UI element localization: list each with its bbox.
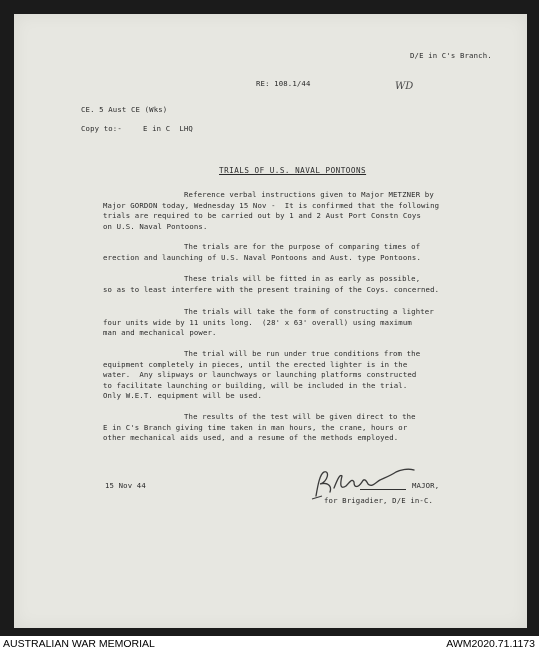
paragraph-line: E in C's Branch giving time taken in man hours, the crane, hours or [103, 422, 408, 432]
copy-recipients: E in C LHQ [143, 124, 193, 133]
paragraph-line: The results of the test will be given direct to the [184, 412, 416, 421]
paragraph-line: four units wide by 11 units long. (28' x 63' overall) using maximum [103, 317, 412, 327]
paragraph-line: The trial will be run under true conditions from the [184, 349, 421, 358]
archive-name: AUSTRALIAN WAR MEMORIAL [3, 638, 155, 650]
paragraph-line: on U.S. Naval Pontoons. [103, 221, 208, 231]
paragraph-line: Only W.E.T. equipment will be used. [103, 391, 263, 400]
signatory-rank: MAJOR, [412, 481, 440, 490]
paragraph-line: Reference verbal instructions given to Major METZNER by [184, 190, 434, 199]
handwritten-note: WD [395, 81, 414, 92]
paragraph-line: The trials will take the form of constructing a lighter [184, 307, 434, 316]
paragraph-line: The trials are for the purpose of comparing times of [184, 242, 421, 251]
paragraph-line: other mechanical aids used, and a resume of the methods employed. [103, 433, 399, 442]
document-title: TRIALS OF U.S. NAVAL PONTOONS [219, 166, 367, 175]
addressee: CE. 5 Aust CE (Wks) [81, 105, 168, 114]
paragraph-line: so as to least interfere with the present training of the Coys. concerned. [103, 284, 440, 294]
archive-footer [0, 636, 539, 653]
paragraph-line: equipment completely in pieces, until the erected lighter is in the [103, 359, 408, 369]
paragraph-line: man and mechanical power. [103, 328, 217, 337]
paragraph-line: Major GORDON today, Wednesday 15 Nov - It is confirmed that the following [103, 200, 440, 210]
signature-block: for Brigadier, D/E in-C. [324, 496, 434, 505]
paragraph-line: water. Any slipways or launchways or launching platforms constructed [103, 370, 417, 379]
paragraph-line: trials are required to be carried out by 1 and 2 Aust Port Constn Coys [103, 211, 422, 220]
paragraph-line: erection and launching of U.S. Naval Pontoons and Aust. type Pontoons. [103, 252, 422, 262]
reference-number: RE: 108.1/44 [256, 79, 311, 88]
paragraph-line: These trials will be fitted in as early as possible, [184, 274, 421, 283]
copy-label: Copy to:- [81, 124, 122, 133]
archive-reference: AWM2020.71.1173 [446, 638, 535, 650]
paragraph-line: to facilitate launching or building, will be included in the trial. [103, 380, 408, 390]
document-date: 15 Nov 44 [105, 481, 146, 490]
document-page [14, 14, 527, 628]
signature-line [360, 489, 406, 490]
branch-heading: D/E in C's Branch. [410, 51, 492, 60]
